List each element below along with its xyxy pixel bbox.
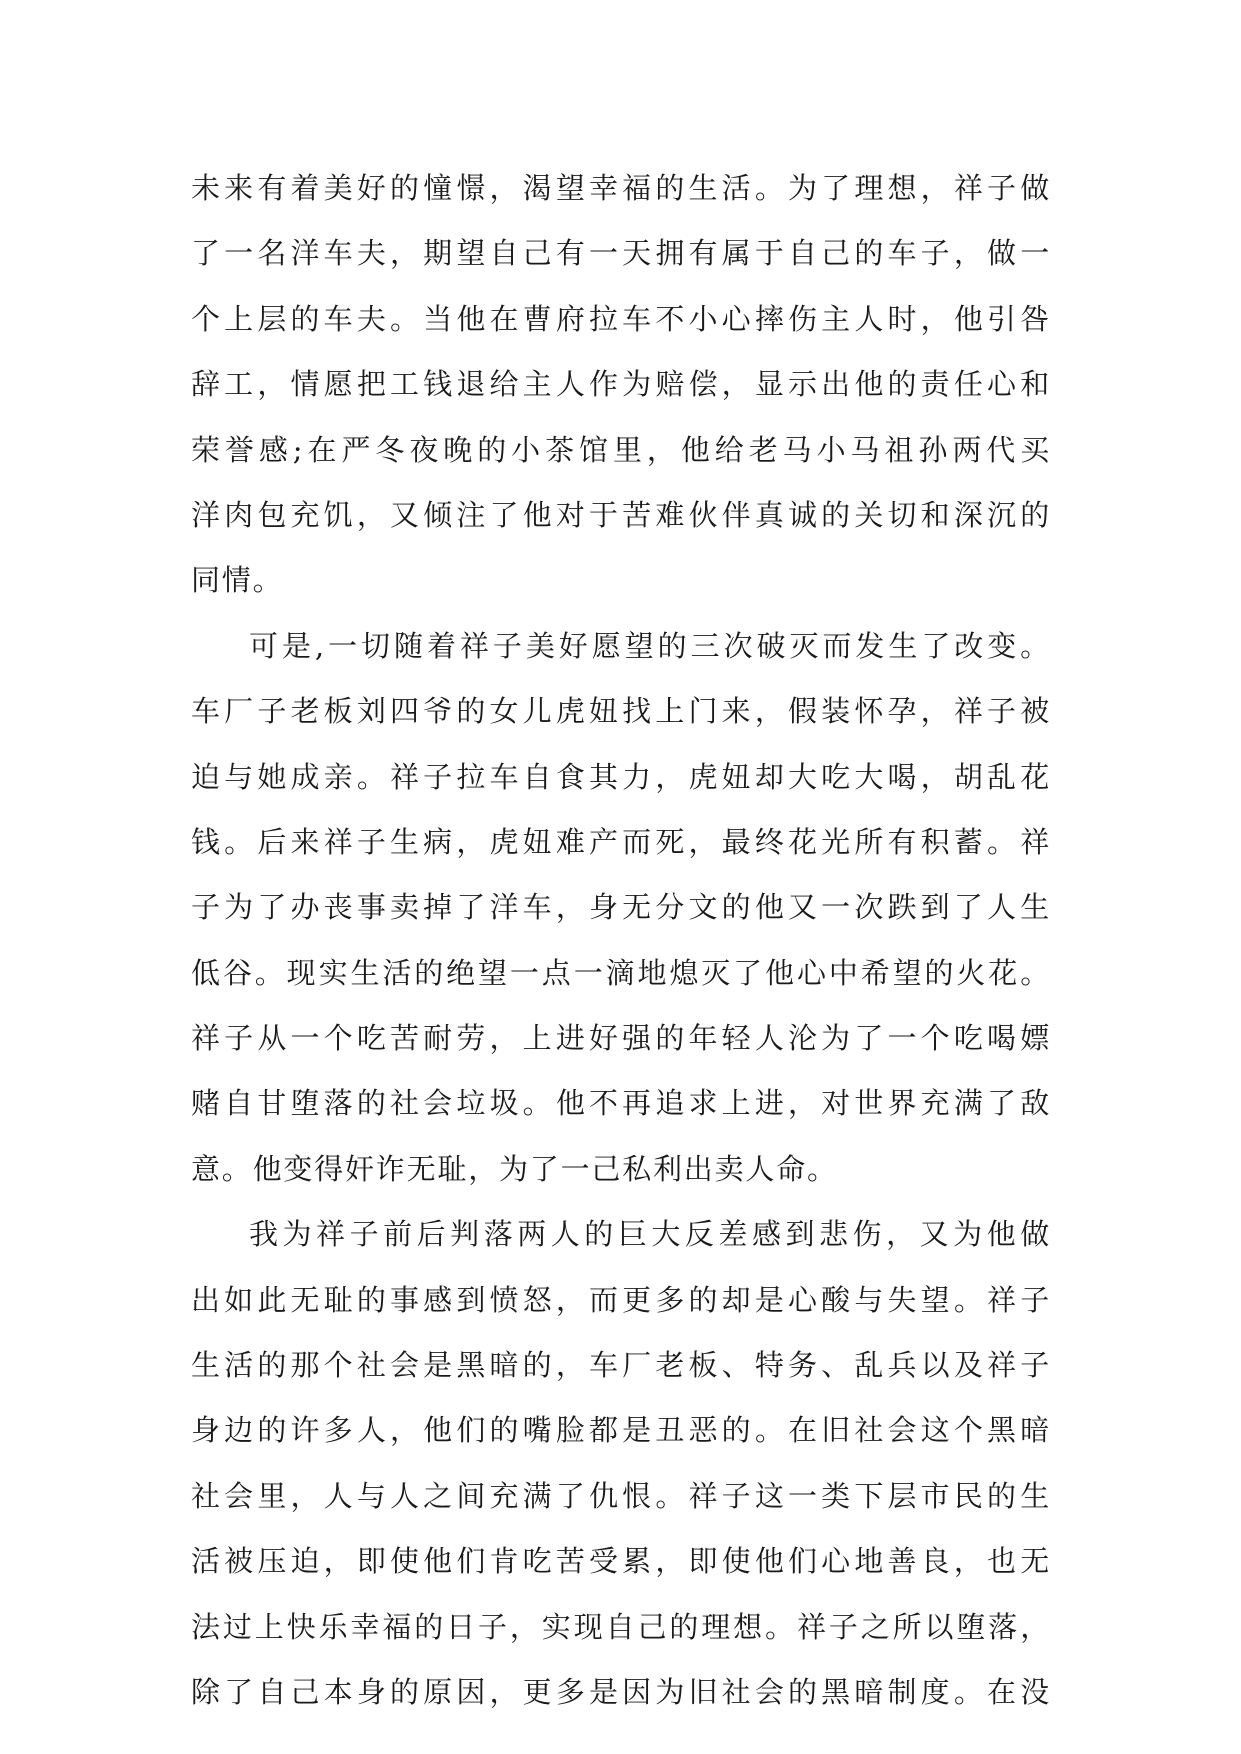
text-line: 可是,一切随着祥子美好愿望的三次破灭而发生了改变。 [249, 628, 1051, 663]
text-line: 了一名洋车夫，期望自己有一天拥有属于自己的车子，做一 [191, 236, 1051, 271]
paragraph-3 [191, 1202, 1051, 1725]
text-line: 未来有着美好的憧憬，渴望幸福的生活。为了理想，祥子做 [191, 171, 1051, 205]
text-line: 同情。 [191, 563, 284, 598]
text-line: 迫与她成亲。祥子拉车自食其力，虎妞却大吃大喝，胡乱花 [191, 759, 1051, 794]
text-line: 社会里，人与人之间充满了仇恨。祥子这一类下层市民的生 [191, 1478, 1051, 1513]
text-line: 除了自己本身的原因，更多是因为旧社会的黑暗制度。在没 [191, 1674, 1051, 1709]
text-line: 我为祥子前后判落两人的巨大反差感到悲伤，又为他做 [249, 1217, 1051, 1252]
text-line: 钱。后来祥子生病，虎妞难产而死，最终花光所有积蓄。祥 [191, 824, 1051, 859]
text-line: 荣誉感;在严冬夜晚的小茶馆里，他给老马小马祖孙两代买 [191, 432, 1051, 467]
text-line: 活被压迫，即使他们肯吃苦受累，即使他们心地善良，也无 [191, 1544, 1051, 1579]
text-line: 低谷。现实生活的绝望一点一滴地熄灭了他心中希望的火花。 [191, 955, 1051, 990]
paragraph-2 [191, 614, 1051, 1203]
text-line: 意。他变得奸诈无耻，为了一己私利出卖人命。 [191, 1151, 838, 1186]
text-line: 祥子从一个吃苦耐劳，上进好强的年轻人沦为了一个吃喝嫖 [191, 1021, 1051, 1056]
text-line: 生活的那个社会是黑暗的，车厂老板、特务、乱兵以及祥子 [191, 1348, 1051, 1383]
text-line: 个上层的车夫。当他在曹府拉车不小心摔伤主人时，他引咎 [191, 301, 1051, 336]
text-line: 子为了办丧事卖掉了洋车，身无分文的他又一次跌到了人生 [191, 890, 1051, 925]
text-line: 辞工，情愿把工钱退给主人作为赔偿，显示出他的责任心和 [191, 367, 1051, 402]
text-line: 赌自甘堕落的社会垃圾。他不再追求上进，对世界充满了敌 [191, 1086, 1051, 1121]
paragraph-1 [191, 156, 1051, 614]
text-line: 车厂子老板刘四爷的女儿虎妞找上门来，假装怀孕，祥子被 [191, 694, 1051, 729]
document-body [191, 156, 1051, 1725]
text-line: 出如此无耻的事感到愤怒，而更多的却是心酸与失望。祥子 [191, 1282, 1051, 1317]
text-line: 身边的许多人，他们的嘴脸都是丑恶的。在旧社会这个黑暗 [191, 1413, 1051, 1448]
text-line: 洋肉包充饥，又倾注了他对于苦难伙伴真诚的关切和深沉的 [191, 497, 1051, 532]
text-line: 法过上快乐幸福的日子，实现自己的理想。祥子之所以堕落， [191, 1609, 1051, 1644]
